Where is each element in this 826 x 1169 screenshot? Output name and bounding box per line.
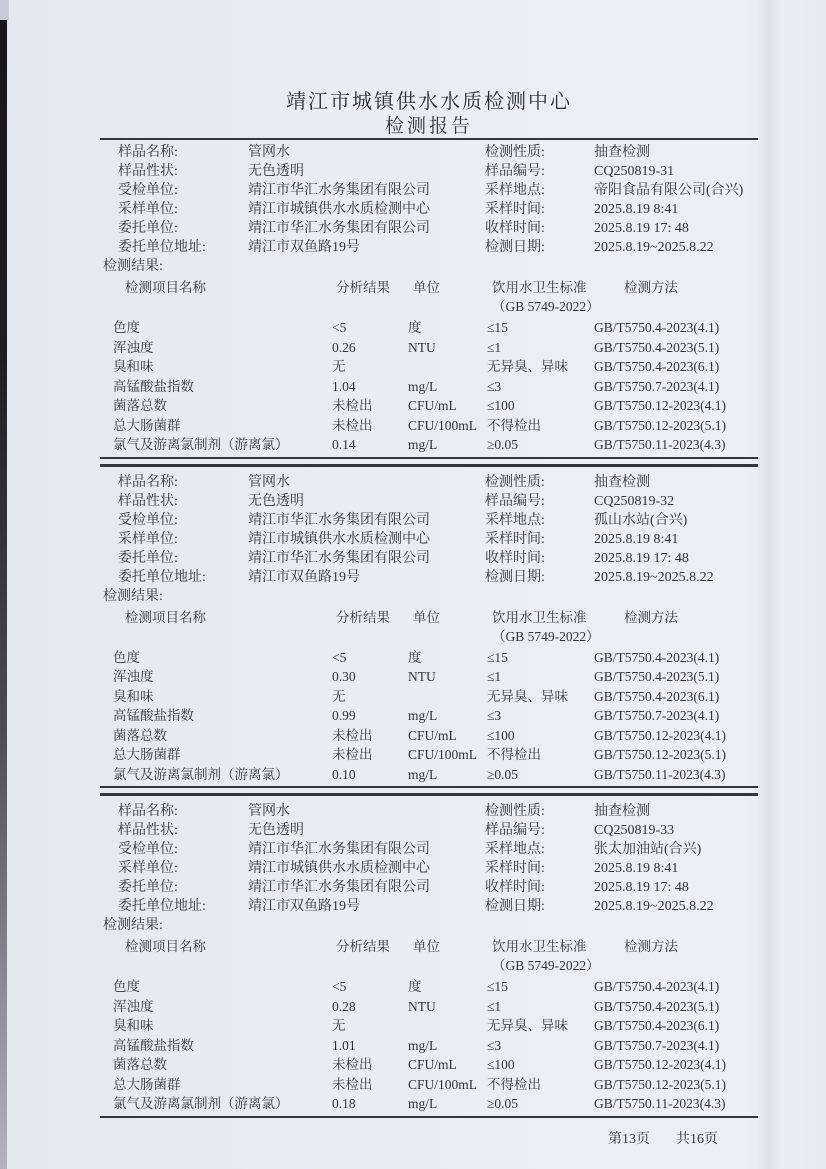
- cell-item: 总大肠菌群: [113, 1076, 181, 1092]
- info-label: 采样单位:: [118, 861, 178, 876]
- info-label: 委托单位:: [118, 550, 178, 566]
- sample-info: [100, 802, 758, 916]
- info-label: 采样地点:: [485, 183, 545, 198]
- document-title: 靖江市城镇供水水质检测中心: [286, 91, 572, 113]
- page-footer: [100, 1128, 758, 1148]
- cell-item: 臭和味: [113, 1018, 154, 1033]
- info-row: [100, 143, 758, 162]
- cell-item: 臭和味: [113, 359, 154, 374]
- info-row: [100, 219, 758, 238]
- info-value: 管网水: [248, 804, 290, 819]
- section-divider: [100, 459, 758, 467]
- cell-result: <5: [332, 979, 347, 994]
- scan-shadow-band: [756, 0, 782, 1169]
- cell-unit: mg/L: [408, 708, 438, 723]
- info-row: [100, 897, 758, 916]
- info-value: 2025.8.19 17: 48: [594, 550, 689, 566]
- cell-result: 未检出: [332, 1076, 373, 1092]
- cell-unit: mg/L: [408, 1096, 438, 1111]
- info-value: 靖江市双鱼路19号: [248, 240, 360, 255]
- cell-method: GB/T5750.4-2023(6.1): [594, 1018, 720, 1033]
- info-value: 靖江市华汇水务集团有限公司: [248, 221, 430, 236]
- info-label: 采样时间:: [485, 861, 545, 876]
- column-header-result: 分析结果: [336, 939, 390, 954]
- cell-method: GB/T5750.12-2023(5.1): [594, 417, 726, 433]
- cell-item: 浑浊度: [113, 998, 154, 1014]
- results-label: 检测结果:: [103, 588, 163, 604]
- table-row: [100, 1016, 758, 1036]
- table-row: [100, 1055, 758, 1075]
- table-row: [100, 648, 758, 668]
- results-table: [100, 318, 758, 459]
- info-value: 帝阳食品有限公司(合兴): [594, 183, 744, 198]
- standard-title: 饮用水卫生标准: [492, 609, 587, 625]
- cell-result: 无: [332, 359, 346, 374]
- cell-standard: ≤1: [487, 669, 502, 684]
- cell-method: GB/T5750.4-2023(5.1): [594, 339, 720, 355]
- info-label: 委托单位地址:: [118, 899, 206, 914]
- cell-standard: ≤100: [487, 398, 515, 413]
- cell-unit: mg/L: [408, 1037, 438, 1053]
- info-label: 收样时间:: [485, 221, 545, 236]
- footer-page-number: 第13页: [608, 1131, 650, 1147]
- info-label: 样品名称:: [118, 474, 178, 490]
- info-value: 2025.8.19 8:41: [594, 531, 679, 547]
- table-row: [100, 667, 758, 687]
- info-value: 靖江市双鱼路19号: [248, 569, 360, 585]
- column-header-method: 检测方法: [624, 609, 678, 625]
- cell-item: 色度: [113, 320, 140, 335]
- info-label: 委托单位:: [118, 880, 178, 895]
- column-header-unit: 单位: [413, 609, 440, 625]
- cell-unit: CFU/100mL: [408, 417, 478, 433]
- cell-item: 色度: [113, 979, 140, 994]
- results-table: [100, 977, 758, 1118]
- info-value: 2025.8.19 17: 48: [594, 221, 689, 236]
- table-row: [100, 687, 758, 707]
- info-row: [100, 568, 758, 587]
- cell-method: GB/T5750.12-2023(5.1): [594, 1076, 726, 1092]
- info-value: 靖江市华汇水务集团有限公司: [248, 880, 430, 895]
- report-section-1: [100, 143, 758, 459]
- info-value: 2025.8.19~2025.8.22: [594, 569, 714, 585]
- column-header-method: 检测方法: [624, 939, 678, 954]
- info-value: CQ250819-33: [594, 823, 675, 838]
- info-value: 靖江市城镇供水水质检测中心: [248, 861, 430, 876]
- info-value: 抽查检测: [594, 474, 650, 490]
- info-label: 采样单位:: [118, 531, 178, 547]
- cell-item: 臭和味: [113, 688, 154, 704]
- cell-result: <5: [332, 649, 347, 665]
- results-table-header: [100, 937, 758, 975]
- cell-result: 未检出: [332, 747, 373, 762]
- cell-unit: 度: [408, 320, 422, 335]
- info-value: 孤山水站(合兴): [594, 512, 688, 528]
- cell-item: 菌落总数: [113, 398, 167, 413]
- cell-unit: mg/L: [408, 766, 438, 782]
- info-row: [100, 549, 758, 568]
- info-label: 检测日期:: [485, 240, 545, 255]
- cell-standard: ≤1: [487, 339, 502, 355]
- footer-page-total: 共16页: [676, 1131, 718, 1147]
- cell-method: GB/T5750.12-2023(4.1): [594, 1057, 726, 1072]
- report-section-3: [100, 802, 758, 1118]
- table-row: [100, 706, 758, 726]
- section-divider: [100, 788, 758, 796]
- report-header: [100, 90, 758, 140]
- cell-item: 高锰酸盐指数: [113, 1037, 194, 1053]
- cell-method: GB/T5750.4-2023(5.1): [594, 669, 720, 684]
- column-header-item: 检测项目名称: [125, 609, 206, 625]
- results-label: 检测结果:: [103, 259, 163, 274]
- info-label: 样品编号:: [485, 493, 545, 509]
- cell-item: 高锰酸盐指数: [113, 378, 194, 394]
- cell-unit: 度: [408, 649, 422, 665]
- table-row: [100, 765, 758, 785]
- info-row: [100, 511, 758, 530]
- info-value: 靖江市双鱼路19号: [248, 899, 360, 914]
- table-row: [100, 1094, 758, 1114]
- cell-method: GB/T5750.12-2023(4.1): [594, 727, 726, 743]
- table-row: [100, 726, 758, 746]
- cell-method: GB/T5750.11-2023(4.3): [594, 766, 726, 782]
- info-row: [100, 162, 758, 181]
- results-table-header: [100, 278, 758, 316]
- info-value: CQ250819-32: [594, 493, 675, 509]
- info-value: 靖江市华汇水务集团有限公司: [248, 512, 430, 528]
- info-value: 2025.8.19~2025.8.22: [594, 240, 714, 255]
- cell-item: 菌落总数: [113, 727, 167, 743]
- info-value: 靖江市华汇水务集团有限公司: [248, 842, 430, 857]
- info-label: 受检单位:: [118, 183, 178, 198]
- info-label: 受检单位:: [118, 512, 178, 528]
- cell-method: GB/T5750.4-2023(6.1): [594, 359, 720, 374]
- info-value: 管网水: [248, 474, 290, 490]
- info-label: 样品性状:: [118, 164, 178, 179]
- table-row: [100, 396, 758, 416]
- cell-standard: 不得检出: [487, 417, 541, 433]
- column-header-result: 分析结果: [336, 280, 390, 295]
- table-row: [100, 377, 758, 397]
- cell-result: 未检出: [332, 727, 373, 743]
- cell-standard: 不得检出: [487, 747, 541, 762]
- cell-result: 0.30: [332, 669, 356, 684]
- standard-subtitle: （GB 5749-2022）: [492, 958, 600, 973]
- scan-page-edge: [0, 0, 7, 1169]
- cell-item: 浑浊度: [113, 339, 154, 355]
- document-subtitle: 检测报告: [384, 116, 473, 137]
- standard-title: 饮用水卫生标准: [492, 280, 587, 295]
- cell-method: GB/T5750.7-2023(4.1): [594, 1037, 720, 1053]
- cell-item: 浑浊度: [113, 669, 154, 684]
- table-row: [100, 318, 758, 338]
- report-page: [100, 90, 758, 1148]
- cell-standard: ≥0.05: [487, 1096, 519, 1111]
- cell-unit: mg/L: [408, 378, 438, 394]
- report-section-2: [100, 473, 758, 789]
- info-value: 靖江市华汇水务集团有限公司: [248, 183, 430, 198]
- info-label: 样品名称:: [118, 145, 178, 160]
- cell-result: 未检出: [332, 398, 373, 413]
- info-label: 受检单位:: [118, 842, 178, 857]
- cell-unit: CFU/100mL: [408, 747, 478, 762]
- info-label: 样品性状:: [118, 823, 178, 838]
- info-value: 无色透明: [248, 823, 304, 838]
- cell-unit: [408, 357, 487, 377]
- info-label: 检测性质:: [485, 804, 545, 819]
- cell-result: 未检出: [332, 417, 373, 433]
- cell-unit: NTU: [408, 339, 436, 355]
- info-value: 靖江市华汇水务集团有限公司: [248, 550, 430, 566]
- info-label: 收样时间:: [485, 550, 545, 566]
- table-row: [100, 416, 758, 436]
- standard-title: 饮用水卫生标准: [492, 939, 587, 954]
- cell-unit: CFU/mL: [408, 398, 457, 413]
- info-row: [100, 840, 758, 859]
- cell-method: GB/T5750.7-2023(4.1): [594, 708, 720, 723]
- cell-item: 总大肠菌群: [113, 417, 181, 433]
- table-row: [100, 338, 758, 358]
- info-label: 采样地点:: [485, 512, 545, 528]
- cell-standard: 无异臭、异味: [487, 1018, 568, 1033]
- cell-method: GB/T5750.12-2023(5.1): [594, 747, 726, 762]
- standard-subtitle: （GB 5749-2022）: [492, 628, 600, 644]
- cell-item: 色度: [113, 649, 140, 665]
- table-row: [100, 1036, 758, 1056]
- cell-standard: ≥0.05: [487, 437, 519, 452]
- cell-method: GB/T5750.4-2023(4.1): [594, 320, 720, 335]
- cell-standard: ≤100: [487, 727, 515, 743]
- cell-unit: NTU: [408, 669, 436, 684]
- info-value: 抽查检测: [594, 804, 650, 819]
- cell-item: 高锰酸盐指数: [113, 708, 194, 723]
- results-table: [100, 648, 758, 789]
- info-label: 样品编号:: [485, 164, 545, 179]
- table-row: [100, 745, 758, 765]
- sample-info: [100, 143, 758, 257]
- cell-unit: CFU/mL: [408, 727, 457, 743]
- cell-result: 0.18: [332, 1096, 356, 1111]
- cell-standard: ≤100: [487, 1057, 515, 1072]
- info-label: 采样时间:: [485, 531, 545, 547]
- table-row: [100, 1075, 758, 1095]
- cell-method: GB/T5750.4-2023(5.1): [594, 998, 720, 1014]
- table-row: [100, 997, 758, 1017]
- cell-unit: 度: [408, 979, 422, 994]
- cell-standard: ≤3: [487, 378, 502, 394]
- cell-method: GB/T5750.11-2023(4.3): [594, 1096, 726, 1111]
- info-label: 样品名称:: [118, 804, 178, 819]
- info-row: [100, 530, 758, 549]
- cell-result: 0.10: [332, 766, 356, 782]
- cell-unit: CFU/mL: [408, 1057, 457, 1072]
- cell-method: GB/T5750.4-2023(4.1): [594, 649, 720, 665]
- table-row: [100, 977, 758, 997]
- info-label: 采样地点:: [485, 842, 545, 857]
- results-table-header: [100, 608, 758, 646]
- column-header-result: 分析结果: [336, 609, 390, 625]
- info-label: 样品性状:: [118, 493, 178, 509]
- info-value: 靖江市城镇供水水质检测中心: [248, 531, 430, 547]
- info-row: [100, 802, 758, 821]
- info-label: 委托单位:: [118, 221, 178, 236]
- column-header-item: 检测项目名称: [125, 939, 206, 954]
- info-label: 委托单位地址:: [118, 240, 206, 255]
- info-label: 检测性质:: [485, 474, 545, 490]
- column-header-method: 检测方法: [624, 280, 678, 295]
- info-value: 靖江市城镇供水水质检测中心: [248, 202, 430, 217]
- info-row: [100, 238, 758, 257]
- standard-subtitle: （GB 5749-2022）: [492, 299, 600, 314]
- column-header-unit: 单位: [413, 939, 440, 954]
- cell-result: 无: [332, 1018, 346, 1033]
- info-label: 采样单位:: [118, 202, 178, 217]
- cell-result: 0.14: [332, 437, 356, 452]
- cell-standard: 无异臭、异味: [487, 359, 568, 374]
- cell-result: 0.26: [332, 339, 356, 355]
- column-header-standard: [487, 608, 600, 646]
- info-row: [100, 821, 758, 840]
- cell-unit: mg/L: [408, 437, 438, 452]
- table-row: [100, 435, 758, 455]
- cell-standard: ≥0.05: [487, 766, 519, 782]
- info-value: 2025.8.19 8:41: [594, 861, 679, 876]
- info-value: 抽查检测: [594, 145, 650, 160]
- cell-standard: ≤3: [487, 1037, 502, 1053]
- cell-unit: CFU/100mL: [408, 1076, 478, 1092]
- cell-result: 未检出: [332, 1057, 373, 1072]
- cell-unit: NTU: [408, 998, 436, 1014]
- info-value: 2025.8.19 8:41: [594, 202, 679, 217]
- info-value: 无色透明: [248, 493, 304, 509]
- cell-unit: [408, 687, 487, 707]
- info-label: 检测性质:: [485, 145, 545, 160]
- cell-method: GB/T5750.11-2023(4.3): [594, 437, 726, 452]
- info-row: [100, 492, 758, 511]
- cell-standard: 不得检出: [487, 1076, 541, 1092]
- column-header-unit: 单位: [413, 280, 440, 295]
- cell-result: 0.99: [332, 708, 356, 723]
- info-label: 检测日期:: [485, 569, 545, 585]
- column-header-standard: [487, 278, 600, 316]
- info-label: 样品编号:: [485, 823, 545, 838]
- info-value: 无色透明: [248, 164, 304, 179]
- cell-standard: ≤3: [487, 708, 502, 723]
- cell-result: 无: [332, 688, 346, 704]
- info-row: [100, 859, 758, 878]
- scan-edge-notch: [0, 0, 9, 20]
- table-row: [100, 357, 758, 377]
- cell-standard: ≤1: [487, 998, 502, 1014]
- cell-result: <5: [332, 320, 347, 335]
- cell-method: GB/T5750.4-2023(6.1): [594, 688, 720, 704]
- cell-item: 氯气及游离氯制剂（游离氯）: [113, 1096, 289, 1111]
- info-row: [100, 878, 758, 897]
- results-label: 检测结果:: [103, 918, 163, 933]
- info-label: 采样时间:: [485, 202, 545, 217]
- cell-item: 氯气及游离氯制剂（游离氯）: [113, 766, 289, 782]
- sample-info: [100, 473, 758, 587]
- info-value: 2025.8.19 17: 48: [594, 880, 689, 895]
- info-value: 张太加油站(合兴): [594, 842, 702, 857]
- cell-method: GB/T5750.4-2023(4.1): [594, 979, 720, 994]
- column-header-item: 检测项目名称: [125, 280, 206, 295]
- info-value: 2025.8.19~2025.8.22: [594, 899, 714, 914]
- info-label: 收样时间:: [485, 880, 545, 895]
- info-label: 检测日期:: [485, 899, 545, 914]
- info-value: CQ250819-31: [594, 164, 675, 179]
- cell-standard: ≤15: [487, 649, 508, 665]
- info-row: [100, 473, 758, 492]
- cell-method: GB/T5750.12-2023(4.1): [594, 398, 726, 413]
- cell-item: 氯气及游离氯制剂（游离氯）: [113, 437, 289, 452]
- info-label: 委托单位地址:: [118, 569, 206, 585]
- column-header-standard: [487, 937, 600, 975]
- cell-item: 总大肠菌群: [113, 747, 181, 762]
- cell-standard: ≤15: [487, 320, 508, 335]
- cell-unit: [408, 1016, 487, 1036]
- info-row: [100, 181, 758, 200]
- info-row: [100, 200, 758, 219]
- cell-item: 菌落总数: [113, 1057, 167, 1072]
- cell-result: 1.04: [332, 378, 356, 394]
- cell-method: GB/T5750.7-2023(4.1): [594, 378, 720, 394]
- cell-result: 0.28: [332, 998, 356, 1014]
- cell-standard: ≤15: [487, 979, 508, 994]
- cell-result: 1.01: [332, 1037, 356, 1053]
- info-value: 管网水: [248, 145, 290, 160]
- cell-standard: 无异臭、异味: [487, 688, 568, 704]
